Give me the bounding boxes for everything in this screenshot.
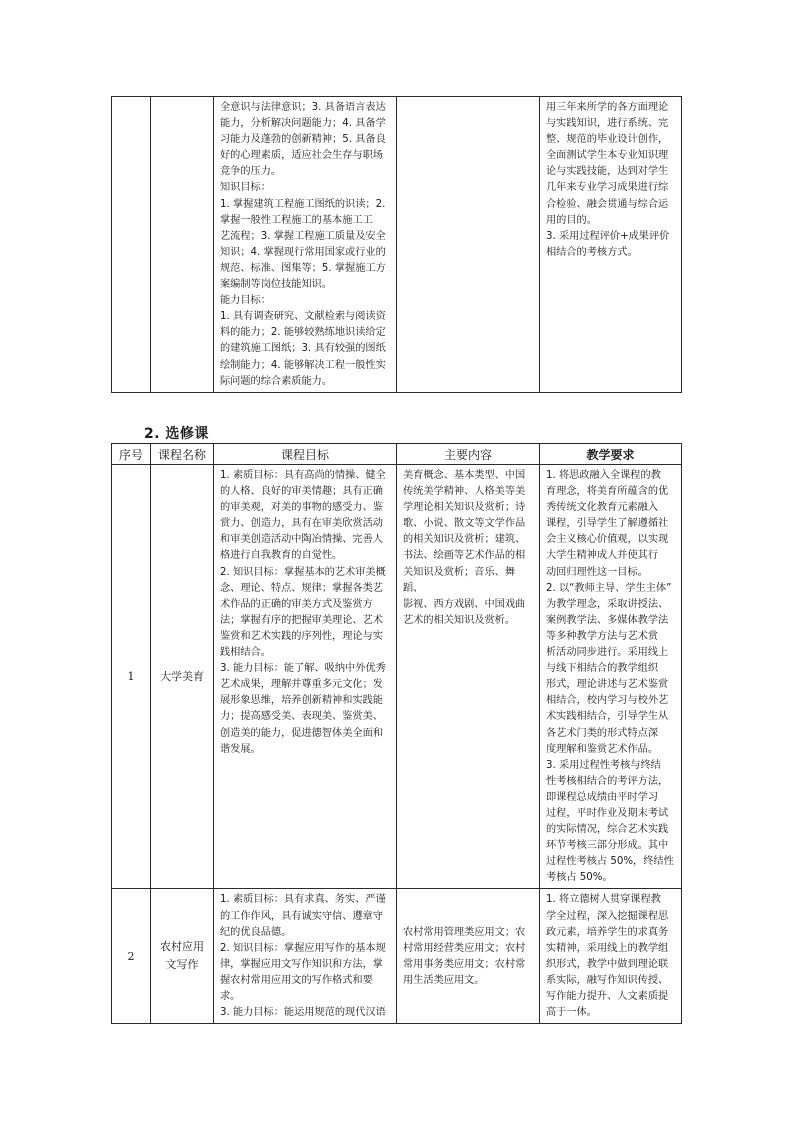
text-line: 创造美的能力，促进德智体美全面和 [220, 727, 383, 739]
text-line: 高于一体。 [546, 1007, 597, 1019]
text-line: 论与实践技能，达到对学生 [546, 166, 669, 178]
header-course-name: 课程名称 [151, 444, 214, 465]
text-line: 鉴赏和艺术实践的序列性，理论与实 [220, 630, 383, 642]
header-main-content: 主要内容 [397, 444, 540, 465]
text-line: 术实践相结合，引导学生从 [546, 711, 669, 723]
text-line: 全意识与法律意识；3. 具备语言表达 [220, 102, 386, 113]
text-line: 规范、标准、图集等；5. 掌握施工方 [220, 262, 386, 274]
text-line: 2. 知识目标：掌握应用写作的基本规 [220, 942, 386, 954]
header-course-goals: 课程目标 [214, 444, 397, 465]
teaching-requirements-cell [540, 889, 682, 1024]
course-name-line: 大学美育 [160, 669, 204, 683]
text-line: 学全过程，深入挖掘课程思 [546, 910, 669, 922]
text-line: 艺术成果，理解并尊重多元文化；发 [220, 679, 383, 691]
text-line: 即课程总成绩由平时学习 [546, 791, 659, 803]
text-line: 用三年来所学的各方面理论 [546, 102, 669, 113]
text-line: 整、规范的毕业设计创作， [546, 134, 669, 146]
text-line: 系实际，融写作知识传授、 [546, 974, 669, 986]
text-line: 过程性考核占 50%，终结性 [546, 856, 674, 868]
course-name-cell [151, 889, 214, 1024]
text-line: 秀传统文化教育元素融入 [546, 502, 659, 514]
text-line: 力；提高感受美、表现美、鉴赏美、 [220, 711, 383, 723]
text-line: 际问题的综合素质能力。 [220, 375, 333, 387]
text-line: 等多种教学方法与艺术赏 [546, 630, 659, 642]
text-line: 实精神，采用线上的教学组 [546, 942, 669, 954]
text-line: 2. 以“教师主导、学生主体” [546, 582, 672, 594]
text-line: 的相关知识及赏析；建筑、 [403, 534, 526, 546]
text-line: 美育概念、基本类型、中国 [403, 470, 526, 481]
text-line: 会主义核心价值观，以实现 [546, 534, 669, 546]
text-line: 课程，引导学生了解遵循社 [546, 518, 669, 530]
text-line: 歌、小说、散文等文学作品 [403, 518, 526, 530]
text-line: 全面测试学生本专业知识理 [546, 150, 669, 162]
text-line: 3. 能力目标：能了解、吸纳中外优秀 [220, 663, 386, 675]
text-line: 动回归理性这一目标。 [546, 566, 648, 578]
text-line: 为教学理念，采取讲授法、 [546, 598, 669, 610]
text-line: 织形式，教学中做到理论联 [546, 958, 669, 970]
text-line: 好的心理素质，适应社会生存与职场 [220, 150, 383, 162]
text-line: 相结合，校内学习与校外艺 [546, 695, 669, 707]
text-line: 常用事务类应用文；农村常 [403, 958, 526, 970]
course-name-cell [151, 97, 214, 393]
text-line: 1. 将思政融入全课程的教 [546, 470, 661, 481]
table-header-row [112, 444, 682, 465]
text-line: 村常用经营类应用文；农村 [403, 942, 526, 954]
text-line: 1. 具有调查研究、文献检索与阅读资 [220, 311, 386, 323]
continued-course-table [111, 96, 682, 393]
text-line: 相结合的考核方式。 [546, 246, 638, 258]
text-line: 案例教学法、多媒体教学法 [546, 614, 669, 626]
text-line: 能力，分析解决问题能力；4. 具备学 [220, 118, 386, 130]
text-line: 与线下相结合的教学组织 [546, 663, 659, 675]
text-line: 知识目标： [220, 182, 271, 194]
index-cell: 1 [112, 465, 151, 889]
text-line: 2. 知识目标：掌握基本的艺术审美概 [220, 566, 386, 578]
text-line: 艺流程；3. 掌握工程施工质量及安全 [220, 230, 386, 242]
text-line: 格进行自我教育的自觉性。 [220, 550, 343, 562]
text-line: 影视、西方戏剧、中国戏曲 [403, 598, 526, 610]
text-line: 践相结合。 [220, 647, 271, 659]
text-line: 艺术的相关知识及赏析。 [403, 614, 516, 626]
text-line: 政元素，培养学生的求真务 [546, 926, 669, 938]
text-line: 料的能力；2. 能够较熟练地识读给定 [220, 327, 386, 339]
text-line: 析活动同步进行。采用线上 [546, 647, 669, 659]
text-line: 关知识及赏析；音乐、舞蹈、 [403, 566, 516, 594]
course-content-cell [397, 889, 540, 1024]
text-line: 农村常用管理类应用文；农 [403, 926, 526, 938]
text-line: 的实际情况，综合艺术实践 [546, 824, 669, 836]
elective-course-table [111, 443, 682, 1024]
text-line: 能力目标： [220, 295, 271, 307]
section-title: 2. 选修课 [144, 426, 209, 442]
text-line: 握农村常用应用文的写作格式和要 [220, 974, 373, 986]
text-line: 书法、绘画等艺术作品的相 [403, 550, 526, 562]
course-name-cell [151, 465, 214, 889]
text-line: 考核占 50%。 [546, 872, 613, 884]
course-content-cell [397, 465, 540, 889]
text-line: 谐发展。 [220, 743, 261, 755]
text-line: 性考核相结合的考评方法， [546, 775, 669, 787]
text-line: 法；掌握有序的把握审美理论、艺术 [220, 614, 383, 626]
text-line: 求。 [220, 991, 241, 1002]
course-content-cell [397, 97, 540, 393]
teaching-requirements-cell [540, 465, 682, 889]
text-line: 环节考核三部分形成。其中 [546, 840, 669, 852]
text-line: 律，掌握应用文写作知识和方法，掌 [220, 958, 383, 970]
course-goals-cell [214, 465, 397, 889]
text-line: 的工作作风，具有诚实守信、遵章守 [220, 910, 383, 922]
index-cell: 2 [112, 889, 151, 1024]
text-line: 念、理论、特点、规律；掌握各类艺 [220, 582, 383, 594]
text-line: 3. 采用过程性考核与终结 [546, 759, 661, 771]
text-line: 案编制等岗位技能知识。 [220, 279, 333, 291]
text-line: 传统美学精神、人格美等美 [403, 486, 526, 498]
course-goals-cell [214, 889, 397, 1024]
text-line: 与实践知识，进行系统、完 [546, 118, 669, 130]
text-line: 和审美创造活动中陶冶情操、完善人 [220, 534, 383, 546]
course-name-line: 农村应用 [160, 940, 204, 954]
text-line: 竞争的压力。 [220, 166, 282, 178]
text-line: 过程，平时作业及期末考试 [546, 807, 669, 819]
text-line: 3. 采用过程评价+成果评价 [546, 230, 670, 242]
table-row [112, 465, 682, 889]
text-line: 合检验、融会贯通与综合运 [546, 198, 669, 210]
text-line: 用生活类应用文。 [403, 974, 485, 986]
text-line: 展形象思维，培养创新精神和实践能 [220, 695, 383, 707]
table-row [112, 97, 682, 393]
text-line: 3. 能力目标：能运用规范的现代汉语 [220, 1007, 386, 1019]
text-line: 习能力及蓬勃的创新精神；5. 具备良 [220, 134, 386, 146]
text-line: 的人格、良好的审美情趣；具有正确 [220, 486, 383, 498]
text-line: 知识；4. 掌握现行常用国家或行业的 [220, 246, 386, 258]
text-line: 写作能力提升、人文素质提 [546, 991, 669, 1002]
text-line: 几年来专业学习成果进行综 [546, 182, 669, 194]
text-line: 各艺术门类的形式特点深 [546, 727, 659, 739]
text-line: 1. 素质目标：具有求真、务实、严谨 [220, 894, 386, 906]
table-row [112, 889, 682, 1024]
text-line: 育理念，将美育所蕴含的优 [546, 486, 669, 498]
course-goals-cell [214, 97, 397, 393]
text-line: 术作品的正确的审美方式及鉴赏方 [220, 598, 373, 610]
header-teaching-requirements: 教学要求 [540, 444, 682, 465]
text-line: 学理论相关知识及赏析；诗 [403, 502, 526, 514]
text-line: 用的目的。 [546, 214, 597, 226]
index-cell [112, 97, 151, 393]
text-line: 掌握一般性工程施工的基本施工工 [220, 214, 373, 226]
text-line: 大学生精神成人并使其行 [546, 550, 659, 562]
teaching-requirements-cell [540, 97, 682, 393]
text-line: 的审美观，对美的事物的感受力、鉴 [220, 502, 383, 514]
text-line: 绘制能力；4. 能够解决工程一般性实 [220, 359, 386, 371]
text-line: 1. 掌握建筑工程施工图纸的识读；2. [220, 198, 386, 210]
text-line: 1. 将立德树人贯穿课程教 [546, 894, 661, 906]
text-line: 度理解和鉴赏艺术作品。 [546, 743, 659, 755]
header-index: 序号 [112, 444, 151, 465]
text-line: 纪的优良品德。 [220, 926, 292, 938]
text-line: 赏力、创造力，具有在审美欣赏活动 [220, 518, 383, 530]
text-line: 的建筑施工图纸；3. 具有较强的图纸 [220, 343, 386, 355]
text-line: 形式，理论讲述与艺术鉴赏 [546, 679, 669, 691]
text-line: 1. 素质目标：具有高尚的情操、健全 [220, 470, 386, 481]
course-name-line: 文写作 [165, 958, 199, 972]
